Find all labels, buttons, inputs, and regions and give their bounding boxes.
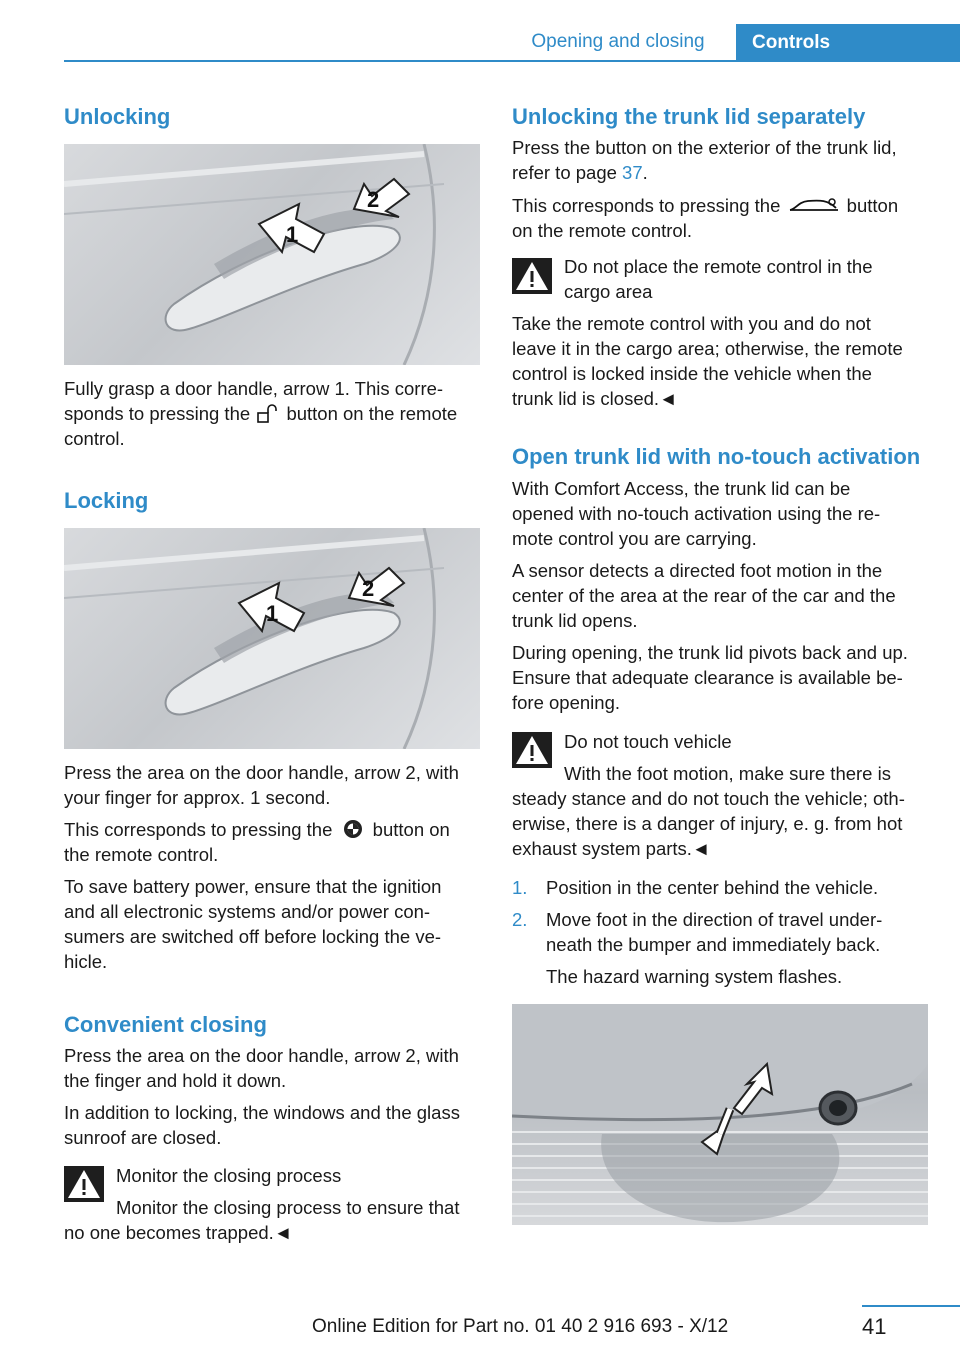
step-note: The hazard warning system flashes. bbox=[546, 966, 843, 987]
locking-text-6: and all electronic systems and/or power con- bbox=[64, 901, 431, 922]
heading-no-touch: Open trunk lid with no-touch activation bbox=[512, 444, 921, 469]
locking-text-3-pre: This corresponds to pressing the bbox=[64, 819, 333, 840]
arrow-2-label: 2 bbox=[367, 187, 380, 212]
header-chapter-tab: Controls bbox=[736, 24, 960, 62]
step-number: 1. bbox=[512, 877, 528, 898]
warning-icon bbox=[512, 732, 552, 766]
warning-icon bbox=[512, 258, 552, 292]
door-handle-photo-lock bbox=[64, 528, 480, 749]
heading-unlocking: Unlocking bbox=[64, 104, 171, 129]
locking-text-7: sumers are switched off before locking the ve- bbox=[64, 926, 442, 947]
trunk-text-2 bbox=[512, 160, 930, 186]
warning-text-touch-2: steady stance and do not touch the vehicle; oth- bbox=[512, 788, 905, 809]
notouch-text-7: During opening, the trunk lid pivots back and up. bbox=[512, 642, 908, 663]
notouch-text-9: fore opening. bbox=[512, 692, 621, 713]
door-handle-illustration-lock bbox=[64, 528, 480, 749]
notouch-text-6: trunk lid opens. bbox=[512, 610, 638, 631]
trunk-text-4: on the remote control. bbox=[512, 220, 692, 241]
warning-text-touch-4: exhaust system parts.◄ bbox=[512, 838, 711, 859]
warning-title-touch: Do not touch vehicle bbox=[564, 731, 732, 752]
notouch-text-5: center of the area at the rear of the car and the bbox=[512, 585, 896, 606]
locking-text-8: hicle. bbox=[64, 951, 108, 972]
step-text-continued: neath the bumper and immediately back. bbox=[546, 934, 881, 955]
step-text: Position in the center behind the vehicle. bbox=[546, 877, 879, 898]
arrow-2-icon bbox=[354, 179, 409, 217]
notouch-text-2: opened with no-touch activation using the re- bbox=[512, 503, 881, 524]
locking-text-2: your finger for approx. 1 second. bbox=[64, 787, 331, 808]
heading-locking: Locking bbox=[64, 488, 149, 513]
locking-text-5: To save battery power, ensure that the ignition bbox=[64, 876, 442, 897]
warning-text-touch-3: erwise, there is a danger of injury, e. g. from hot bbox=[512, 813, 903, 834]
edition-note: Online Edition for Part no. 01 40 2 916 693 - X/12 bbox=[312, 1316, 729, 1337]
unlocking-text-2-pre: sponds to pressing the bbox=[64, 403, 251, 424]
arrow-1-icon bbox=[239, 583, 304, 631]
warning-text-closing-2: no one becomes trapped.◄ bbox=[64, 1222, 293, 1243]
warning-title-closing: Monitor the closing process bbox=[116, 1165, 342, 1186]
arrow-1-label-lock: 1 bbox=[266, 601, 279, 626]
header-section-tab: Opening and closing bbox=[531, 31, 705, 52]
trunk-text-2-pre: refer to page bbox=[512, 162, 617, 183]
warning-text-touch-1: With the foot motion, make sure there is bbox=[564, 763, 891, 784]
unlocking-text-1: Fully grasp a door handle, arrow 1. This corre- bbox=[64, 378, 444, 399]
footer-rule bbox=[862, 1305, 960, 1307]
warning-text-closing-1: Monitor the closing process to ensure that bbox=[116, 1197, 460, 1218]
warning-text-cargo-4: trunk lid is closed.◄ bbox=[512, 388, 678, 409]
warning-text-cargo-1: Take the remote control with you and do not bbox=[512, 313, 871, 334]
convenient-text-1: Press the area on the door handle, arrow 2, with bbox=[64, 1045, 459, 1066]
trunk-text-3-post: button bbox=[846, 195, 899, 216]
convenient-text-4: sunroof are closed. bbox=[64, 1127, 222, 1148]
heading-unlocking-trunk: Unlocking the trunk lid separately bbox=[512, 104, 866, 129]
page-ref-link[interactable]: 37 bbox=[622, 162, 643, 183]
arrow-1-label: 1 bbox=[286, 222, 299, 247]
page-number: 41 bbox=[862, 1314, 887, 1339]
step-text: Move foot in the direction of travel under- bbox=[546, 909, 883, 930]
trunk-text-2-post: . bbox=[642, 162, 648, 183]
notouch-text-3: mote control you are carrying. bbox=[512, 528, 757, 549]
warning-title-cargo-1: Do not place the remote control in the bbox=[564, 256, 873, 277]
header-rule bbox=[64, 60, 960, 62]
unlocking-text-2-post: button on the remote bbox=[286, 403, 458, 424]
unlocking-text-3: control. bbox=[64, 428, 125, 449]
trunk-text-3-pre: This corresponds to pressing the bbox=[512, 195, 781, 216]
bumper-photo bbox=[512, 1004, 928, 1225]
warning-text-cargo-3: control is locked inside the vehicle when the bbox=[512, 363, 872, 384]
heading-convenient-closing: Convenient closing bbox=[64, 1012, 267, 1037]
convenient-text-2: the finger and hold it down. bbox=[64, 1070, 287, 1091]
door-handle-photo-unlock bbox=[64, 144, 480, 365]
warning-text-cargo-2: leave it in the cargo area; otherwise, the remote bbox=[512, 338, 903, 359]
convenient-text-3: In addition to locking, the windows and the glass bbox=[64, 1102, 460, 1123]
notouch-text-4: A sensor detects a directed foot motion in the bbox=[512, 560, 883, 581]
notouch-text-1: With Comfort Access, the trunk lid can be bbox=[512, 478, 851, 499]
arrow-2-label-lock: 2 bbox=[362, 576, 375, 601]
warning-title-cargo-2: cargo area bbox=[564, 281, 653, 302]
locking-text-1: Press the area on the door handle, arrow 2, with bbox=[64, 762, 459, 783]
step-number: 2. bbox=[512, 909, 528, 930]
bumper-illustration bbox=[512, 1004, 928, 1225]
notouch-text-8: Ensure that adequate clearance is available be- bbox=[512, 667, 903, 688]
door-handle-illustration bbox=[64, 144, 480, 365]
locking-text-4: the remote control. bbox=[64, 844, 219, 865]
trunk-text-1: Press the button on the exterior of the trunk lid, bbox=[512, 137, 897, 158]
warning-icon bbox=[64, 1166, 104, 1200]
locking-text-3-post: button on bbox=[372, 819, 450, 840]
